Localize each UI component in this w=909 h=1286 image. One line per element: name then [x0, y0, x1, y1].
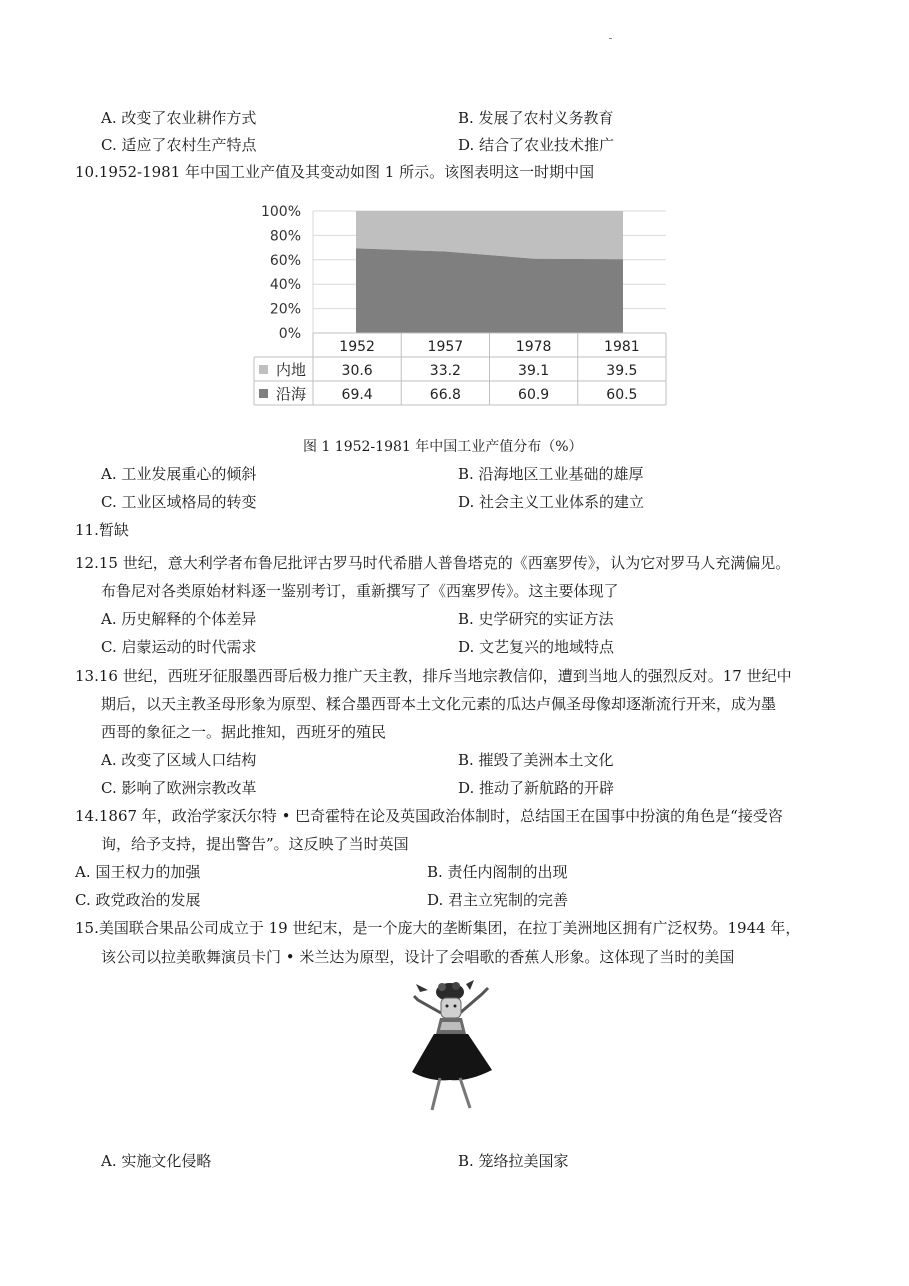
chart-areas: [356, 211, 623, 333]
table-cell: 69.4: [341, 387, 373, 403]
q15-option-b[interactable]: B. 笼络拉美国家: [458, 1152, 569, 1170]
q12-option-d[interactable]: D. 文艺复兴的地域特点: [458, 638, 615, 656]
header-mark: [609, 38, 612, 39]
chart-y-ticks: [261, 204, 301, 342]
q13-option-b[interactable]: B. 摧毁了美洲本土文化: [458, 751, 614, 769]
q9-option-b[interactable]: B. 发展了农村义务教育: [458, 109, 614, 127]
table-cell: 66.8: [429, 387, 461, 403]
q12-option-a[interactable]: A. 历史解释的个体差异: [101, 610, 257, 628]
q14-option-a[interactable]: A. 国王权力的加强: [75, 863, 201, 881]
q12-stem-line-2: 布鲁尼对各类原始材料逐一鉴别考订，重新撰写了《西塞罗传》。这主要体现了: [101, 582, 619, 600]
q13-stem-line-1: 13.16 世纪，西班牙征服墨西哥后极力推广天主教，排斥当地宗教信仰，遭到当地人的强烈反对。17 世纪中: [75, 667, 792, 685]
q10-option-a[interactable]: A. 工业发展重心的倾斜: [101, 465, 257, 483]
table-header-1957: 1957: [427, 339, 464, 355]
q15-option-a[interactable]: A. 实施文化侵略: [101, 1152, 212, 1170]
q10-stem: 10.1952-1981 年中国工业产值及其变动如图 1 所示。该图表明这一时期中国: [75, 163, 595, 181]
q14-option-b[interactable]: B. 责任内阁制的出现: [427, 863, 568, 881]
table-header-1978: 1978: [515, 339, 552, 355]
chart-data-table: [254, 333, 666, 405]
banana-figure-illustration: [408, 978, 498, 1113]
y-tick-label: 60%: [269, 252, 301, 269]
q10-option-d[interactable]: D. 社会主义工业体系的建立: [458, 493, 645, 511]
q13-stem-line-3: 西哥的象征之一。据此推知，西班牙的殖民: [101, 723, 387, 741]
q13-option-c[interactable]: C. 影响了欧洲宗教改革: [101, 779, 257, 797]
q14-stem-line-2: 询，给予支持，提出警告”。这反映了当时英国: [101, 835, 409, 853]
legend-swatch-内地: [259, 365, 268, 374]
q9-option-c[interactable]: C. 适应了农村生产特点: [101, 136, 257, 154]
area-series-沿海: [356, 248, 623, 333]
table-cell: 33.2: [429, 363, 461, 379]
q13-stem-line-2: 期后，以天主教圣母形象为原型、糅合墨西哥本土文化元素的瓜达卢佩圣母像却逐渐流行开来，成为墨: [101, 695, 777, 713]
table-cell: 60.5: [606, 387, 638, 403]
q9-option-a[interactable]: A. 改变了农业耕作方式: [101, 109, 257, 127]
q11-stem: 11.暂缺: [75, 521, 129, 539]
q10-option-b[interactable]: B. 沿海地区工业基础的雄厚: [458, 465, 644, 483]
q13-option-d[interactable]: D. 推动了新航路的开辟: [458, 779, 615, 797]
y-tick-label: 20%: [269, 301, 301, 318]
legend-label-内地: 内地: [276, 361, 307, 379]
q12-option-b[interactable]: B. 史学研究的实证方法: [458, 610, 614, 628]
q14-stem-line-1: 14.1867 年，政治学家沃尔特 • 巴奇霍特在论及英国政治体制时，总结国王在国事中扮演的角色是“接受咨: [75, 807, 783, 825]
legend-swatch-沿海: [259, 389, 268, 398]
table-cell: 30.6: [341, 363, 373, 379]
y-tick-label: 0%: [278, 326, 301, 342]
y-tick-label: 80%: [269, 228, 301, 245]
q15-stem-line-2: 该公司以拉美歌舞演员卡门 • 米兰达为原型，设计了会唱歌的香蕉人形象。这体现了当时的美国: [101, 948, 735, 966]
q12-stem-line-1: 12.15 世纪，意大利学者布鲁尼批评古罗马时代希腊人普鲁塔克的《西塞罗传》，认为它对罗马人充满偏见。: [75, 554, 791, 572]
legend-label-沿海: 沿海: [276, 385, 307, 403]
y-tick-label: 40%: [269, 277, 301, 294]
table-header-1952: 1952: [339, 339, 375, 355]
q14-option-d[interactable]: D. 君主立宪制的完善: [427, 891, 569, 909]
y-tick-label: 100%: [260, 204, 301, 220]
figure-caption: 图 1 1952-1981 年中国工业产值分布（%）: [303, 439, 583, 455]
q12-option-c[interactable]: C. 启蒙运动的时代需求: [101, 638, 257, 656]
industry-chart: [250, 200, 670, 412]
q9-option-d[interactable]: D. 结合了农业技术推广: [458, 136, 615, 154]
table-cell: 39.5: [606, 363, 638, 379]
table-header-1981: 1981: [604, 339, 640, 355]
q13-option-a[interactable]: A. 改变了区域人口结构: [101, 751, 257, 769]
table-cell: 39.1: [518, 363, 550, 379]
table-cell: 60.9: [518, 387, 550, 403]
q10-option-c[interactable]: C. 工业区域格局的转变: [101, 493, 257, 511]
q15-stem-line-1: 15.美国联合果品公司成立于 19 世纪末，是一个庞大的垄断集团，在拉丁美洲地区拥有广泛权势。1944 年，: [75, 919, 801, 937]
q14-option-c[interactable]: C. 政党政治的发展: [75, 891, 201, 909]
